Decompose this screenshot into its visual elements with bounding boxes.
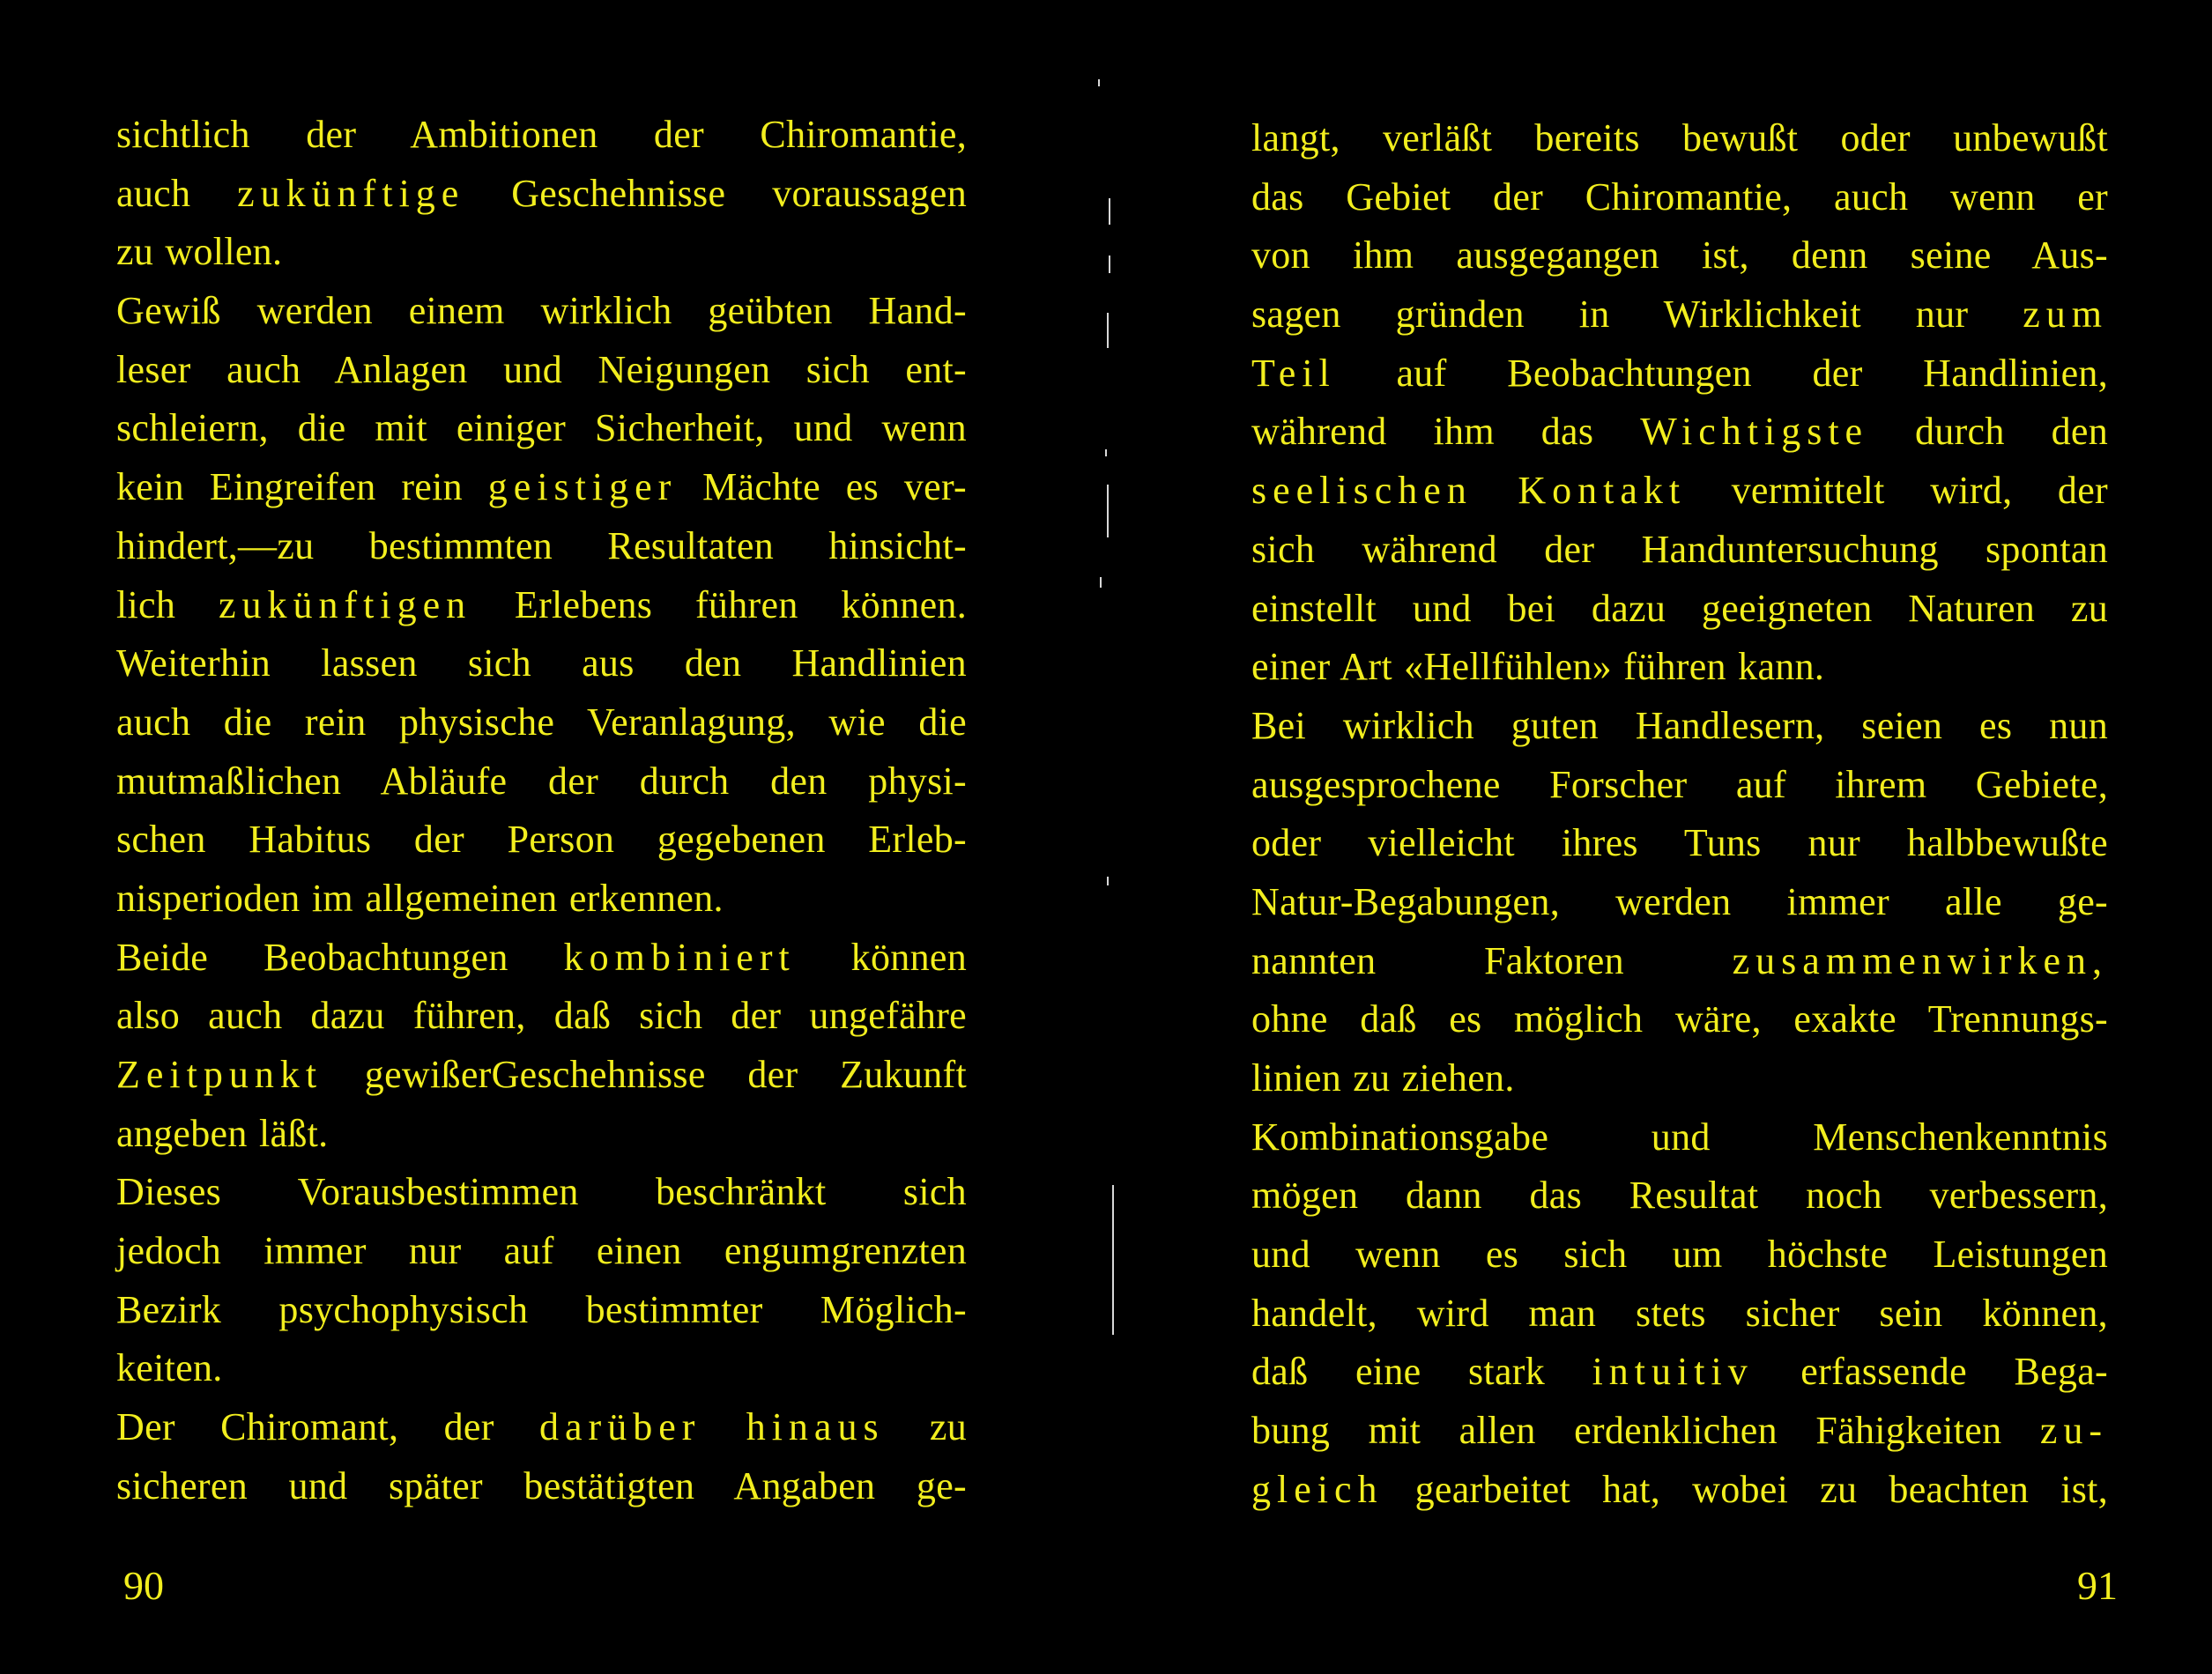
- text-segment: sich während der Handuntersuchung spontan: [1251, 527, 2108, 571]
- text-segment: sicheren und später bestätigten Angaben ge-: [116, 1463, 967, 1507]
- text-line: [116, 1105, 967, 1164]
- text-segment: jedoch immer nur auf einen engumgrenzten: [116, 1229, 967, 1273]
- text-segment: Beide Beobachtungen: [116, 935, 564, 979]
- spaced-emphasis: intuitiv: [1592, 1350, 1754, 1394]
- text-segment: das Gebiet der Chiromantie, auch wenn er: [1251, 174, 2108, 219]
- text-segment: Kombinationsgabe und Menschenkenntnis: [1251, 1115, 2108, 1159]
- text-segment: erfassende Bega-: [1753, 1350, 2109, 1394]
- text-segment: [701, 1405, 746, 1448]
- text-line: [1251, 1226, 2108, 1285]
- right-page-text: [1251, 109, 2108, 1520]
- text-line: [116, 1046, 967, 1105]
- text-line: [1251, 344, 2108, 404]
- spaced-emphasis: kombiniert: [563, 935, 796, 979]
- text-line: [1251, 697, 2108, 756]
- text-line: [1251, 521, 2108, 580]
- text-segment: gearbeitet hat, wobei zu beachten ist,: [1383, 1467, 2108, 1511]
- text-line: [1251, 285, 2108, 344]
- text-segment: auch: [116, 171, 238, 215]
- text-segment: kein Eingreifen rein: [116, 465, 488, 509]
- spaced-emphasis: Zeitpunkt: [116, 1053, 323, 1096]
- text-line: [1251, 462, 2108, 521]
- gutter-mark: [1107, 485, 1109, 537]
- text-line: [1251, 1402, 2108, 1461]
- text-line: [1251, 1461, 2108, 1520]
- text-line: [1251, 990, 2108, 1049]
- text-segment: [1473, 469, 1518, 512]
- text-segment: handelt, wird man stets sicher sein können,: [1251, 1291, 2108, 1335]
- text-line: [116, 693, 967, 752]
- right-page: [1106, 0, 2212, 1674]
- text-segment: keiten.: [116, 1346, 223, 1390]
- text-line: [1251, 168, 2108, 227]
- spaced-emphasis: Kontakt: [1518, 469, 1687, 513]
- text-line: [116, 634, 967, 693]
- spaced-emphasis: seelischen: [1251, 469, 1473, 513]
- text-segment: Erlebens führen können.: [471, 582, 968, 626]
- text-line: [116, 1398, 967, 1457]
- text-segment: können: [795, 935, 967, 979]
- text-line: [116, 1339, 967, 1398]
- text-line: [116, 1281, 967, 1340]
- text-segment: Bei wirklich guten Handlesern, seien es nun: [1251, 703, 2108, 747]
- gutter-mark: [1105, 449, 1107, 456]
- text-line: [116, 1163, 967, 1222]
- spaced-emphasis: zum: [2023, 293, 2108, 337]
- text-line: [116, 987, 967, 1046]
- text-segment: Weiterhin lassen sich aus den Handlinien: [116, 641, 967, 685]
- text-segment: einstellt und bei dazu geeigneten Naturen zu: [1251, 586, 2108, 630]
- text-line: [116, 1457, 967, 1516]
- text-segment: bung mit allen erdenklichen Fähigkeiten: [1251, 1409, 2040, 1453]
- text-line: [1251, 109, 2108, 168]
- text-segment: Natur-Begabungen, werden immer alle ge-: [1251, 879, 2108, 923]
- text-line: [116, 282, 967, 341]
- text-line: [1251, 403, 2108, 462]
- text-segment: schleiern, die mit einiger Sicherheit, und wenn: [116, 406, 967, 450]
- gutter-mark: [1107, 877, 1109, 885]
- spaced-emphasis: zusammenwirken,: [1732, 938, 2108, 982]
- text-line: [1251, 580, 2108, 639]
- left-page-number: 90: [123, 1563, 164, 1608]
- text-segment: durch den: [1868, 410, 2109, 454]
- text-segment: oder vielleicht ihres Tuns nur halbbewußte: [1251, 821, 2108, 865]
- text-segment: Geschehnisse voraussagen: [464, 171, 967, 215]
- text-line: [116, 223, 967, 282]
- text-segment: von ihm ausgegangen ist, denn seine Aus-: [1251, 233, 2108, 278]
- text-line: [1251, 814, 2108, 873]
- text-segment: daß eine stark: [1251, 1350, 1592, 1394]
- text-line: [1251, 638, 2108, 697]
- text-line: [1251, 1167, 2108, 1226]
- text-segment: zu wollen.: [116, 230, 283, 274]
- text-line: [116, 752, 967, 811]
- text-segment: vermittelt wird, der: [1686, 469, 2108, 513]
- text-segment: Bezirk psychophysisch bestimmter Möglich-: [116, 1287, 967, 1331]
- text-segment: gewißerGeschehnisse der Zukunft: [323, 1053, 967, 1096]
- text-line: [1251, 873, 2108, 932]
- text-line: [116, 811, 967, 870]
- spaced-emphasis: gleich: [1251, 1467, 1384, 1511]
- text-segment: sichtlich der Ambitionen der Chiromantie,: [116, 113, 967, 156]
- text-segment: Der Chiromant, der: [116, 1405, 540, 1449]
- text-line: [1251, 1108, 2108, 1167]
- gutter-mark: [1100, 577, 1102, 588]
- text-segment: langt, verläßt bereits bewußt oder unbewußt: [1251, 116, 2108, 159]
- spaced-emphasis: zukünftige: [237, 171, 465, 215]
- text-segment: auch die rein physische Veranlagung, wie die: [116, 700, 967, 744]
- text-segment: sagen gründen in Wirklichkeit nur: [1251, 293, 2023, 337]
- spaced-emphasis: Teil: [1251, 351, 1336, 395]
- spaced-emphasis: darüber: [539, 1405, 701, 1449]
- text-segment: auf Beobachtungen der Handlinien,: [1335, 351, 2108, 395]
- text-line: [1251, 932, 2108, 991]
- text-line: [116, 399, 967, 458]
- text-segment: also auch dazu führen, daß sich der ungefähre: [116, 994, 967, 1038]
- text-segment: Gewiß werden einem wirklich geübten Hand-: [116, 289, 967, 333]
- text-segment: nisperioden im allgemeinen erkennen.: [116, 876, 724, 920]
- gutter-mark: [1109, 198, 1110, 225]
- spaced-emphasis: geistiger: [487, 465, 678, 509]
- spaced-emphasis: hinaus: [746, 1405, 885, 1449]
- gutter-mark: [1112, 1185, 1114, 1335]
- text-segment: Mächte es ver-: [677, 465, 967, 509]
- left-page-text: [116, 106, 967, 1516]
- text-segment: einer Art «Hellfühlen» führen kann.: [1251, 645, 1825, 689]
- text-line: [1251, 756, 2108, 815]
- text-line: [116, 929, 967, 988]
- text-segment: und wenn es sich um höchste Leistungen: [1251, 1233, 2108, 1277]
- right-page-number: 91: [2077, 1563, 2118, 1608]
- text-segment: linien zu ziehen.: [1251, 1056, 1515, 1100]
- text-line: [116, 517, 967, 576]
- spaced-emphasis: zu-: [2039, 1409, 2108, 1453]
- gutter-mark: [1109, 256, 1110, 273]
- text-line: [116, 576, 967, 635]
- text-segment: während ihm das: [1251, 410, 1641, 454]
- gutter-mark: [1107, 313, 1109, 348]
- text-line: [116, 458, 967, 517]
- text-line: [116, 165, 967, 224]
- text-segment: ohne daß es möglich wäre, exakte Trennungs-: [1251, 997, 2108, 1041]
- spaced-emphasis: Wichtigste: [1640, 410, 1869, 454]
- text-line: [1251, 1285, 2108, 1344]
- text-segment: Dieses Vorausbestimmen beschränkt sich: [116, 1170, 967, 1214]
- text-line: [1251, 226, 2108, 285]
- text-segment: mutmaßlichen Abläufe der durch den physi-: [116, 759, 967, 803]
- text-line: [1251, 1343, 2108, 1402]
- text-line: [1251, 1049, 2108, 1108]
- text-segment: nannten Faktoren: [1251, 938, 1733, 982]
- text-segment: mögen dann das Resultat noch verbessern,: [1251, 1174, 2108, 1218]
- text-segment: hindert,—zu bestimmten Resultaten hinsicht-: [116, 523, 967, 567]
- text-segment: schen Habitus der Person gegebenen Erleb-: [116, 818, 967, 862]
- text-line: [116, 341, 967, 400]
- spaced-emphasis: zukünftigen: [218, 582, 472, 626]
- text-segment: ausgesprochene Forscher auf ihrem Gebiete,: [1251, 762, 2108, 806]
- text-segment: angeben läßt.: [116, 1111, 329, 1155]
- gutter-mark: [1098, 79, 1100, 86]
- text-segment: zu: [884, 1405, 967, 1449]
- text-segment: lich: [116, 582, 219, 626]
- text-line: [116, 106, 967, 165]
- text-segment: leser auch Anlagen und Neigungen sich ent-: [116, 347, 967, 391]
- text-line: [116, 870, 967, 929]
- text-line: [116, 1222, 967, 1281]
